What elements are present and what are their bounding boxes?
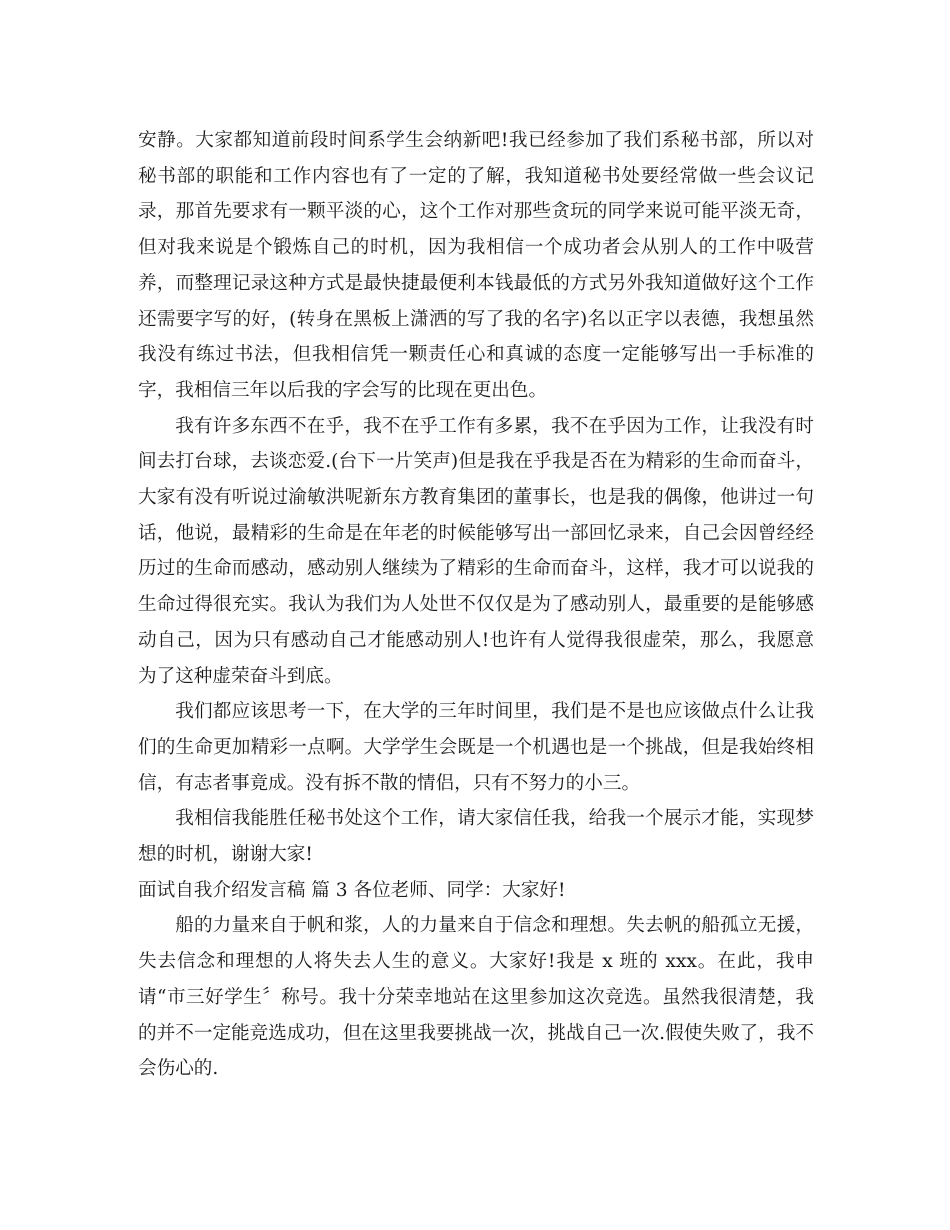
paragraph-3: 我们都应该思考一下，在大学的三年时间里，我们是不是也应该做点什么让我们的生命更加精彩一点啊。大学学生会既是一个机遇也是一个挑战，但是我始终相信，有志者事竟成。没有拆不散的情侣，只有不努力的小三。 — [138, 701, 814, 794]
paragraph-2: 我有许多东西不在乎，我不在乎工作有多累，我不在乎因为工作，让我没有时间去打台球，去谈恋爱.(台下一片笑声)但是我在乎我是否在为精彩的生命而奋斗，大家有没有听说过渝敏洪呢新东方教育集团的董事长，也是我的偶像，他讲过一句话，他说，最精彩的生命是在年老的时候能够写出一部回忆录来，自己会因曾经经历过的生命而感动，感动别人继续为了精彩的生命而奋斗，这样，我才可以说我的生命过得很充实。我认为我们为人处世不仅仅是为了感动别人，最重要的是能够感动自己，因为只有感动自己才能感动别人!也许有人觉得我很虚荣，那么，我愿意为了这种虚荣奋斗到底。 — [138, 415, 814, 687]
section-heading: 面试自我介绍发言稿 篇 3 各位老师、同学：大家好! — [138, 879, 566, 901]
paragraph-5: 船的力量来自于帆和浆，人的力量来自于信念和理想。失去帆的船孤立无援，失去信念和理想的人将失去人生的意义。大家好!我是 x 班的 xxx。在此，我申请“市三好学生〞称号。我十分荣幸地站在这里参加这次竞选。虽然我很清楚，我的并不一定能竞选成功，但在这里我要挑战一次，挑战自己一次.假使失败了，我不会伤心的. — [138, 915, 814, 1080]
paragraph-1: 安静。大家都知道前段时间系学生会纳新吧!我已经参加了我们系秘书部，所以对秘书部的职能和工作内容也有了一定的了解，我知道秘书处要经常做一些会议记录，那首先要求有一颗平淡的心，这个工作对那些贪玩的同学来说可能平淡无奇，但对我来说是个锻炼自己的时机，因为我相信一个成功者会从别人的工作中吸营养，而整理记录这种方式是最快捷最便利本钱最低的方式另外我知道做好这个工作还需要字写的好，(转身在黑板上潇洒的写了我的名字)名以正字以表德，我想虽然我没有练过书法，但我相信凭一颗责任心和真诚的态度一定能够写出一手标准的字，我相信三年以后我的字会写的比现在更出色。 — [138, 130, 814, 401]
document-body — [138, 123, 814, 1087]
paragraph-4: 我相信我能胜任秘书处这个工作，请大家信任我，给我一个展示才能，实现梦想的时机，谢谢大家! — [138, 808, 814, 866]
